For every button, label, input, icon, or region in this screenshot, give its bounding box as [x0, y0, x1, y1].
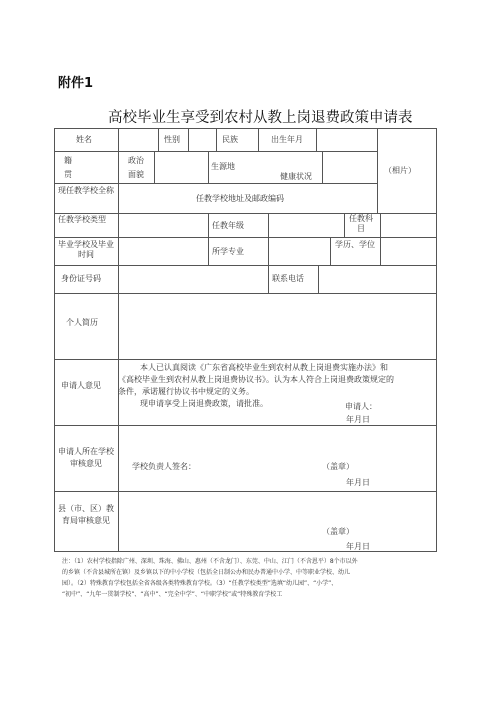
col-line	[377, 128, 378, 213]
row-line	[54, 265, 437, 266]
table-border-left	[54, 128, 55, 552]
note-line2: 的乡镇（不含县城所在镇）及乡镇以下的中小学校（包括全日制公办和民办普通中小学、中等职业学校、幼儿	[62, 569, 351, 576]
col-line	[268, 237, 269, 265]
table-border-right	[436, 128, 437, 552]
col-line	[268, 265, 269, 293]
col-line	[330, 237, 331, 265]
label-resume: 个人简历	[66, 318, 98, 327]
col-line	[318, 265, 319, 293]
col-line	[158, 128, 159, 151]
applicant-signature: 申请人：	[345, 402, 377, 411]
col-line	[118, 128, 119, 552]
applicant-date: 年月日	[346, 415, 370, 424]
col-line	[258, 128, 259, 151]
label-current-school: 现任教学校全称	[58, 186, 114, 195]
label-health: 健康状况	[280, 172, 312, 181]
col-line	[322, 151, 323, 183]
label-applicant-opinion: 申请人意见	[61, 381, 101, 390]
school-head-signature: 学校负责人签名：	[132, 462, 196, 471]
applicant-statement-line2: 《高校毕业生到农村从教上岗退费协议书》。认为本人符合上岗退费政策规定的	[118, 375, 394, 384]
applicant-statement-line1: 本人已认真阅读《广东省高校毕业生到农村从教上岗退费实施办法》和	[140, 363, 388, 372]
label-graduation: 毕业学校及毕业时间	[58, 240, 114, 259]
label-native-a: 籍	[64, 156, 72, 165]
label-birth: 出生年月	[271, 135, 303, 144]
note-line1: 注：（1）农村学校指除广州、深圳、珠海、佛山、惠州（不含龙门）、东莞、中山、江门（不含恩平）8个市以外	[62, 558, 358, 565]
county-date: 年月日	[346, 542, 370, 551]
row-line	[54, 293, 437, 294]
applicant-statement-line4: 现申请享受上岗退费政策，请批准。	[140, 399, 268, 408]
col-line	[380, 213, 381, 237]
label-name: 姓名	[76, 135, 92, 144]
label-phone: 联系电话	[272, 274, 304, 283]
col-line	[208, 151, 209, 183]
label-school-type: 任教学校类型	[58, 215, 106, 224]
school-seal: （盖章）	[322, 462, 354, 471]
col-line	[208, 237, 209, 265]
note-line3: 园）。（2）特殊教育学校包括全省各级各类特殊教育学校。（3）“任教学校类型”选填“幼儿园”、“小学”、	[62, 580, 338, 587]
row-line	[54, 359, 437, 360]
col-line	[188, 128, 189, 151]
label-native-b: 贯	[64, 170, 72, 179]
col-line	[316, 128, 317, 151]
label-ethnicity: 民族	[222, 135, 238, 144]
label-origin: 生源地	[211, 162, 235, 171]
label-political-b: 面貌	[128, 170, 144, 179]
row-line	[54, 425, 437, 426]
note-line4: “初中”、“九年一贯制学校”、“高中”、“完全中学”、“中职学校”或“特殊教育学校工	[62, 591, 283, 598]
label-major: 所学专业	[212, 247, 244, 256]
table-border-top	[54, 128, 437, 129]
row-line	[54, 151, 377, 152]
attachment-label: 附件1	[58, 76, 94, 91]
label-degree: 学历、学位	[335, 240, 375, 249]
label-school-address: 任教学校地址及邮政编码	[196, 194, 284, 203]
col-line	[380, 237, 381, 265]
county-seal: （盖章）	[322, 527, 354, 536]
row-line	[54, 183, 377, 184]
col-line	[268, 213, 269, 237]
label-political-a: 政治	[128, 156, 144, 165]
col-line	[154, 151, 155, 183]
col-line	[216, 128, 217, 151]
form-title: 高校毕业生享受到农村从教上岗退费政策申请表	[108, 110, 413, 126]
label-school-review: 申请人所在学校审核意见	[58, 447, 114, 468]
table-border-bottom	[54, 551, 437, 552]
label-subject: 任教科目	[349, 214, 373, 233]
label-gender: 性别	[164, 135, 180, 144]
label-teaching-years: 任教年级	[212, 221, 244, 230]
school-date: 年月日	[346, 478, 370, 487]
label-id-number: 身份证号码	[61, 274, 101, 283]
col-line	[344, 213, 345, 237]
row-line	[54, 491, 437, 492]
label-county-review: 县（市、区）教育局审核意见	[58, 504, 114, 525]
applicant-statement-line3: 条件，承诺履行协议书中规定的义务。	[118, 387, 254, 396]
col-line	[208, 213, 209, 237]
label-photo: （相片）	[384, 166, 416, 175]
